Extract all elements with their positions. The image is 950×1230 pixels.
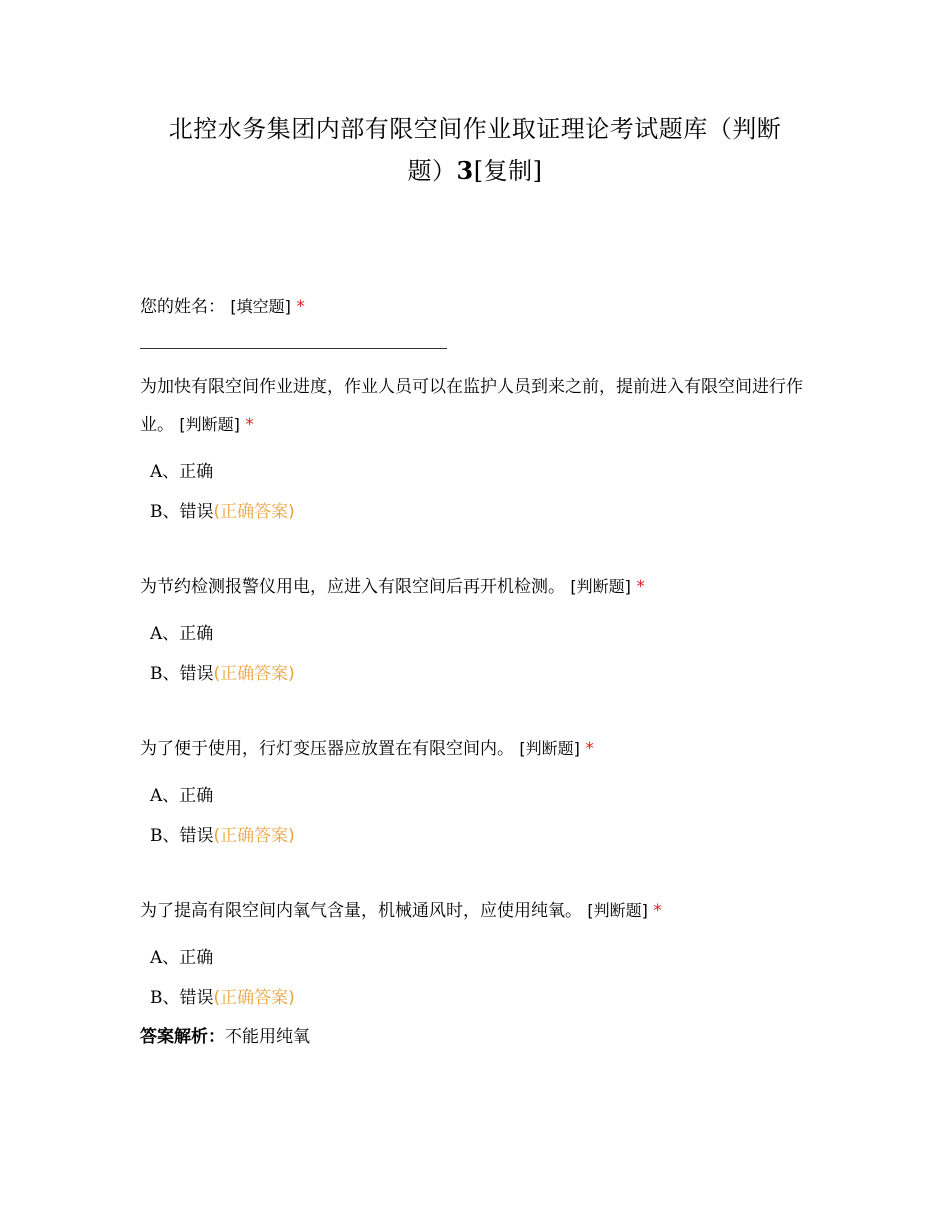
- question-text: 为了提高有限空间内氧气含量，机械通风时，应使用纯氧。: [140, 901, 582, 921]
- question-2: [140, 568, 820, 606]
- option-letter: A、: [150, 624, 180, 644]
- title-prefix: 题）: [407, 157, 457, 185]
- option-a[interactable]: [150, 622, 213, 646]
- option-b[interactable]: [150, 662, 295, 686]
- option-letter: A、: [150, 948, 180, 968]
- question-1: [140, 368, 820, 444]
- required-mark: *: [653, 901, 662, 921]
- correct-answer-mark: (正确答案): [213, 502, 295, 522]
- question-4: [140, 892, 820, 930]
- title-line-2: [140, 150, 810, 192]
- required-mark: *: [636, 577, 645, 597]
- option-label: 正确: [179, 624, 214, 644]
- option-b[interactable]: [150, 824, 295, 848]
- option-label: 正确: [179, 786, 214, 806]
- option-label: 错误: [179, 664, 214, 684]
- option-letter: B、: [150, 988, 180, 1008]
- title-number: 3: [456, 156, 474, 185]
- option-label: 错误: [179, 502, 214, 522]
- question-3: [140, 730, 820, 768]
- question-type: [判断题]: [519, 739, 580, 758]
- question-type: [判断题]: [587, 901, 648, 920]
- name-label: 您的姓名：: [140, 297, 225, 317]
- page-title: [140, 108, 810, 192]
- question-text: 为加快有限空间作业进度，作业人员可以在监护人员到来之前，提前进入有限空间进行作业。: [140, 377, 803, 435]
- option-letter: B、: [150, 826, 180, 846]
- question-type: [填空题]: [230, 297, 291, 316]
- option-a[interactable]: [150, 946, 213, 970]
- question-text: 为了便于使用，行灯变压器应放置在有限空间内。: [140, 739, 514, 759]
- name-question: [140, 288, 820, 326]
- option-b[interactable]: [150, 500, 295, 524]
- option-a[interactable]: [150, 460, 213, 484]
- required-mark: *: [245, 415, 254, 435]
- title-line-1: 北控水务集团内部有限空间作业取证理论考试题库（判断: [168, 115, 782, 143]
- option-label: 错误: [179, 826, 214, 846]
- required-mark: *: [585, 739, 594, 759]
- correct-answer-mark: (正确答案): [213, 826, 295, 846]
- option-letter: A、: [150, 462, 180, 482]
- option-label: 正确: [179, 948, 214, 968]
- option-letter: B、: [150, 502, 180, 522]
- question-type: [判断题]: [179, 415, 240, 434]
- analysis-text: 不能用纯氧: [225, 1027, 310, 1047]
- correct-answer-mark: (正确答案): [213, 988, 295, 1008]
- option-letter: B、: [150, 664, 180, 684]
- title-suffix: [复制]: [473, 157, 543, 185]
- question-text: 为节约检测报警仪用电，应进入有限空间后再开机检测。: [140, 577, 565, 597]
- question-type: [判断题]: [570, 577, 631, 596]
- option-b[interactable]: [150, 986, 295, 1010]
- option-a[interactable]: [150, 784, 213, 808]
- required-mark: *: [296, 297, 305, 317]
- correct-answer-mark: (正确答案): [213, 664, 295, 684]
- option-label: 错误: [179, 988, 214, 1008]
- option-letter: A、: [150, 786, 180, 806]
- option-label: 正确: [179, 462, 214, 482]
- name-input-line[interactable]: [140, 348, 447, 349]
- analysis-label: 答案解析：: [140, 1027, 225, 1047]
- answer-analysis: [140, 1024, 310, 1050]
